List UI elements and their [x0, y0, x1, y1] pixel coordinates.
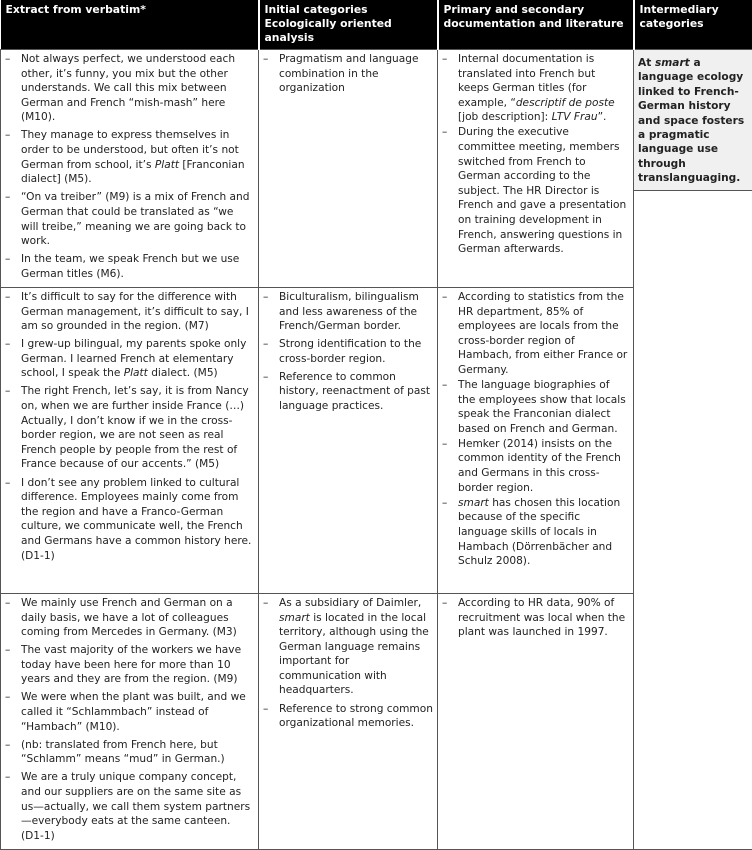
verbatim-item: – The vast majority of the workers we have today have been here for more than 10 years and they are from the region. (M9) [5, 643, 254, 687]
verbatim-cell [1, 50, 259, 288]
category-cell [259, 287, 438, 593]
verbatim-item: – We mainly use French and German on a daily basis, we have a lot of colleagues coming from Mercedes in Germany. (M3) [5, 596, 254, 640]
category-cell [259, 593, 438, 849]
intermediary-text: At smart a language ecology linked to French-German history and space fosters a pragmatic language use through translanguaging. [638, 56, 749, 186]
table-row [1, 50, 752, 288]
documentation-item: – During the executive committee meeting, members switched from French to German according to the subject. The HR Director is French and gave a presentation on training development in French, answering questions in German afterwards. [442, 125, 629, 256]
documentation-list [442, 52, 629, 257]
verbatim-item: – They manage to express themselves in order to be understood, but often it’s not German from school, it’s Platt [Franconian dialect] (M5). [5, 128, 254, 186]
verbatim-item: – In the team, we speak French but we use German titles (M6). [5, 252, 254, 281]
verbatim-item: – It’s difficult to say for the difference with German management, it’s difficult to say, I am so grounded in the region. (M7) [5, 290, 254, 334]
documentation-item: – smart has chosen this location because of the specific language skills of locals in Hambach (Dörrenbächer and Schulz 2008). [442, 496, 629, 569]
category-item: – Biculturalism, bilingualism and less awareness of the French/German border. [263, 290, 433, 334]
category-cell [259, 50, 438, 288]
verbatim-list [5, 596, 254, 844]
documentation-item: – Internal documentation is translated into French but keeps German titles (for example, “descriptif de poste [job description]: LTV Frau”. [442, 52, 629, 125]
category-list [263, 290, 433, 414]
documentation-cell [438, 50, 634, 288]
verbatim-list [5, 290, 254, 563]
verbatim-cell [1, 287, 259, 593]
documentation-cell [438, 593, 634, 849]
header-verbatim: Extract from verbatim* [1, 0, 259, 50]
documentation-item: – According to statistics from the HR department, 85% of employees are locals from the cross-border region of Hambach, from either France or Germany. [442, 290, 629, 378]
category-item: – Reference to strong common organizational memories. [263, 702, 433, 731]
verbatim-item: – We were when the plant was built, and we called it “Schlammbach” instead of “Hambach” (M10). [5, 690, 254, 734]
header-intermediary: Intermediary categories [634, 0, 752, 50]
verbatim-cell [1, 593, 259, 849]
documentation-item: – The language biographies of the employees show that locals speak the Franconian dialect based on French and German. [442, 378, 629, 436]
intermediary-cell [634, 50, 752, 850]
verbatim-item: – (nb: translated from French here, but “Schlamm” means “mud” in German.) [5, 738, 254, 767]
header-documentation: Primary and secondary documentation and literature [438, 0, 634, 50]
documentation-item: – Hemker (2014) insists on the common identity of the French and Germans in this cross-border region. [442, 437, 629, 495]
verbatim-item: – I don’t see any problem linked to cultural difference. Employees mainly come from the region and have a Franco-German culture, we communicate well, the French and Germans have a common history here. (D1-1) [5, 476, 254, 564]
verbatim-item: – We are a truly unique company concept, and our suppliers are on the same site as us—actually, we call them system partners—everybody eats at the same canteen. (D1-1) [5, 770, 254, 843]
verbatim-item: – Not always perfect, we understood each other, it’s funny, you mix but the other understands. We call this mix between German and French “mish-mash” here (M10). [5, 52, 254, 125]
category-item: – As a subsidiary of Daimler, smart is located in the local territory, although using the German language remains important for communication with headquarters. [263, 596, 433, 698]
category-list [263, 52, 433, 96]
documentation-list [442, 290, 629, 569]
category-list [263, 596, 433, 731]
verbatim-item: – The right French, let’s say, it is from Nancy on, when we are further inside France (…) Actually, I don’t know if we in the cross-border region, we are not seen as real French people by people from the rest of France because of our accents.” (M5) [5, 384, 254, 472]
documentation-cell [438, 287, 634, 593]
documentation-list [442, 596, 629, 640]
documentation-item: – According to HR data, 90% of recruitment was local when the plant was launched in 1997. [442, 596, 629, 640]
category-item: – Strong identification to the cross-border region. [263, 337, 433, 366]
verbatim-item: – I grew-up bilingual, my parents spoke only German. I learned French at elementary school, I speak the Platt dialect. (M5) [5, 337, 254, 381]
header-initial-categories: Initial categories Ecologically oriented analysis [259, 0, 438, 50]
category-item: – Pragmatism and language combination in the organization [263, 52, 433, 96]
table-header-row [1, 0, 752, 50]
verbatim-item: – “On va treiber” (M9) is a mix of French and German that could be translated as “we will treibe,” meaning we are going back to work. [5, 190, 254, 248]
category-item: – Reference to common history, reenactment of past language practices. [263, 370, 433, 414]
verbatim-list [5, 52, 254, 281]
